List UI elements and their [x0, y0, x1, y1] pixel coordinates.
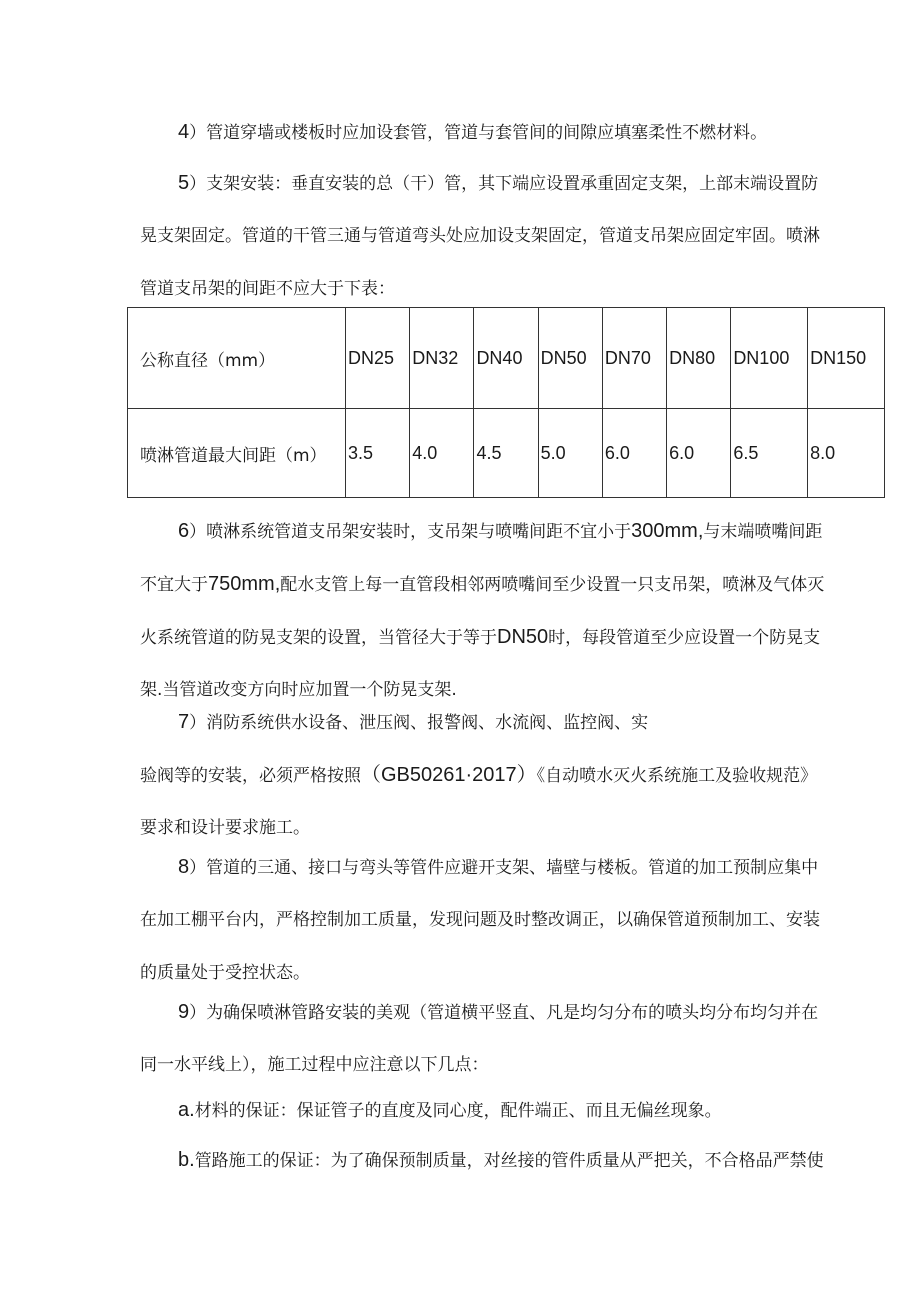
item-number: 6 — [178, 520, 190, 542]
inline-value: 300mm, — [631, 520, 704, 542]
paragraph-text: ）喷淋系统管道支吊架安装时，支吊架与喷嘴间距不宜小于 — [189, 522, 632, 542]
paragraph-text: 验阀等的安装，必须严格按照 — [140, 766, 361, 786]
table-row — [128, 409, 885, 498]
paragraph-text: 晃支架固定。管道的干管三通与管道弯头处应加设支架固定，管道支吊架应固定牢固。喷淋 — [140, 226, 820, 246]
table-cell-diameter: DN100 — [731, 308, 808, 409]
paragraph-text: 《自动喷水灭火系统施工及验收规范》 — [536, 766, 818, 786]
paragraph-7 — [140, 711, 892, 839]
paragraph-text: ）消防系统供水设备、泄压阀、报警阀、水流阀、监控阀、实 — [189, 713, 649, 733]
paragraph-text: 要求和设计要求施工。 — [140, 818, 310, 838]
item-letter: b. — [178, 1149, 195, 1171]
paragraph-b — [140, 1149, 892, 1171]
table-cell-spacing: 6.0 — [667, 409, 731, 498]
paragraph-text: 与末端喷嘴间距 — [703, 522, 823, 542]
paragraph-text: 配水支管上每一直管段相邻两喷嘴间至少设置一只支吊架，喷淋及气体灭 — [280, 575, 825, 595]
paragraph-text: 管道支吊架的间距不应大于下表： — [140, 279, 395, 299]
paragraph-4 — [140, 121, 892, 143]
paragraph-9 — [140, 1001, 892, 1076]
item-number: 4 — [178, 121, 190, 143]
paragraph-text: 材料的保证：保证管子的直度及同心度，配件端正、而且无偏丝现象。 — [194, 1101, 722, 1121]
table-row — [128, 308, 885, 409]
table-row-label: 喷淋管道最大间距（m） — [128, 409, 346, 498]
paragraph-text: 管路施工的保证：为了确保预制质量，对丝接的管件质量从严把关，不合格品严禁使 — [194, 1151, 824, 1171]
paragraph-text: 在加工棚平台内，严格控制加工质量，发现问题及时整改调正，以确保管道预制加工、安装 — [140, 910, 820, 930]
item-number: 7 — [178, 711, 190, 733]
table-cell-spacing: 5.0 — [538, 409, 602, 498]
item-letter: a. — [178, 1099, 195, 1121]
paragraph-text: 架.当管道改变方向时应加置一个防晃支架. — [140, 680, 457, 700]
inline-value: DN50 — [497, 626, 549, 648]
table-cell-diameter: DN40 — [474, 308, 538, 409]
paragraph-text: 的质量处于受控状态。 — [140, 963, 310, 983]
paragraph-6 — [140, 520, 892, 701]
standard-code: （GB50261·2017） — [361, 764, 537, 786]
table-header-label: 公称直径（mm） — [128, 308, 346, 409]
item-number: 9 — [178, 1001, 190, 1023]
table-cell-diameter: DN150 — [808, 308, 885, 409]
table-cell-spacing: 4.5 — [474, 409, 538, 498]
table-cell-spacing: 4.0 — [410, 409, 474, 498]
table-cell-diameter: DN80 — [667, 308, 731, 409]
table-cell-diameter: DN70 — [602, 308, 666, 409]
table-cell-diameter: DN32 — [410, 308, 474, 409]
paragraph-text: 火系统管道的防晃支架的设置，当管径大于等于 — [140, 628, 497, 648]
paragraph-text: 时，每段管道至少应设置一个防晃支 — [548, 628, 821, 648]
paragraph-text: ）管道的三通、接口与弯头等管件应避开支架、墙壁与楼板。管道的加工预制应集中 — [189, 858, 819, 878]
item-number: 8 — [178, 856, 190, 878]
table-cell-spacing: 6.0 — [602, 409, 666, 498]
table-cell-diameter: DN25 — [346, 308, 410, 409]
table-cell-diameter: DN50 — [538, 308, 602, 409]
paragraph-text: ）支架安装：垂直安装的总（干）管，其下端应设置承重固定支架，上部末端设置防 — [189, 174, 819, 194]
paragraph-text: ）为确保喷淋管路安装的美观（管道横平竖直、凡是均匀分布的喷头均分布均匀并在 — [189, 1003, 819, 1023]
inline-value: 750mm, — [208, 573, 281, 595]
paragraph-text: ）管道穿墙或楼板时应加设套管，管道与套管间的间隙应填塞柔性不燃材料。 — [189, 123, 768, 143]
paragraph-a — [140, 1099, 892, 1121]
table-cell-spacing: 6.5 — [731, 409, 808, 498]
table-cell-spacing: 3.5 — [346, 409, 410, 498]
item-number: 5 — [178, 172, 190, 194]
paragraph-text: 不宜大于 — [140, 575, 208, 595]
paragraph-text: 同一水平线上），施工过程中应注意以下几点： — [140, 1055, 489, 1075]
paragraph-5 — [140, 172, 892, 300]
table-cell-spacing: 8.0 — [808, 409, 885, 498]
hanger-spacing-table — [127, 307, 885, 498]
paragraph-8 — [140, 856, 892, 984]
